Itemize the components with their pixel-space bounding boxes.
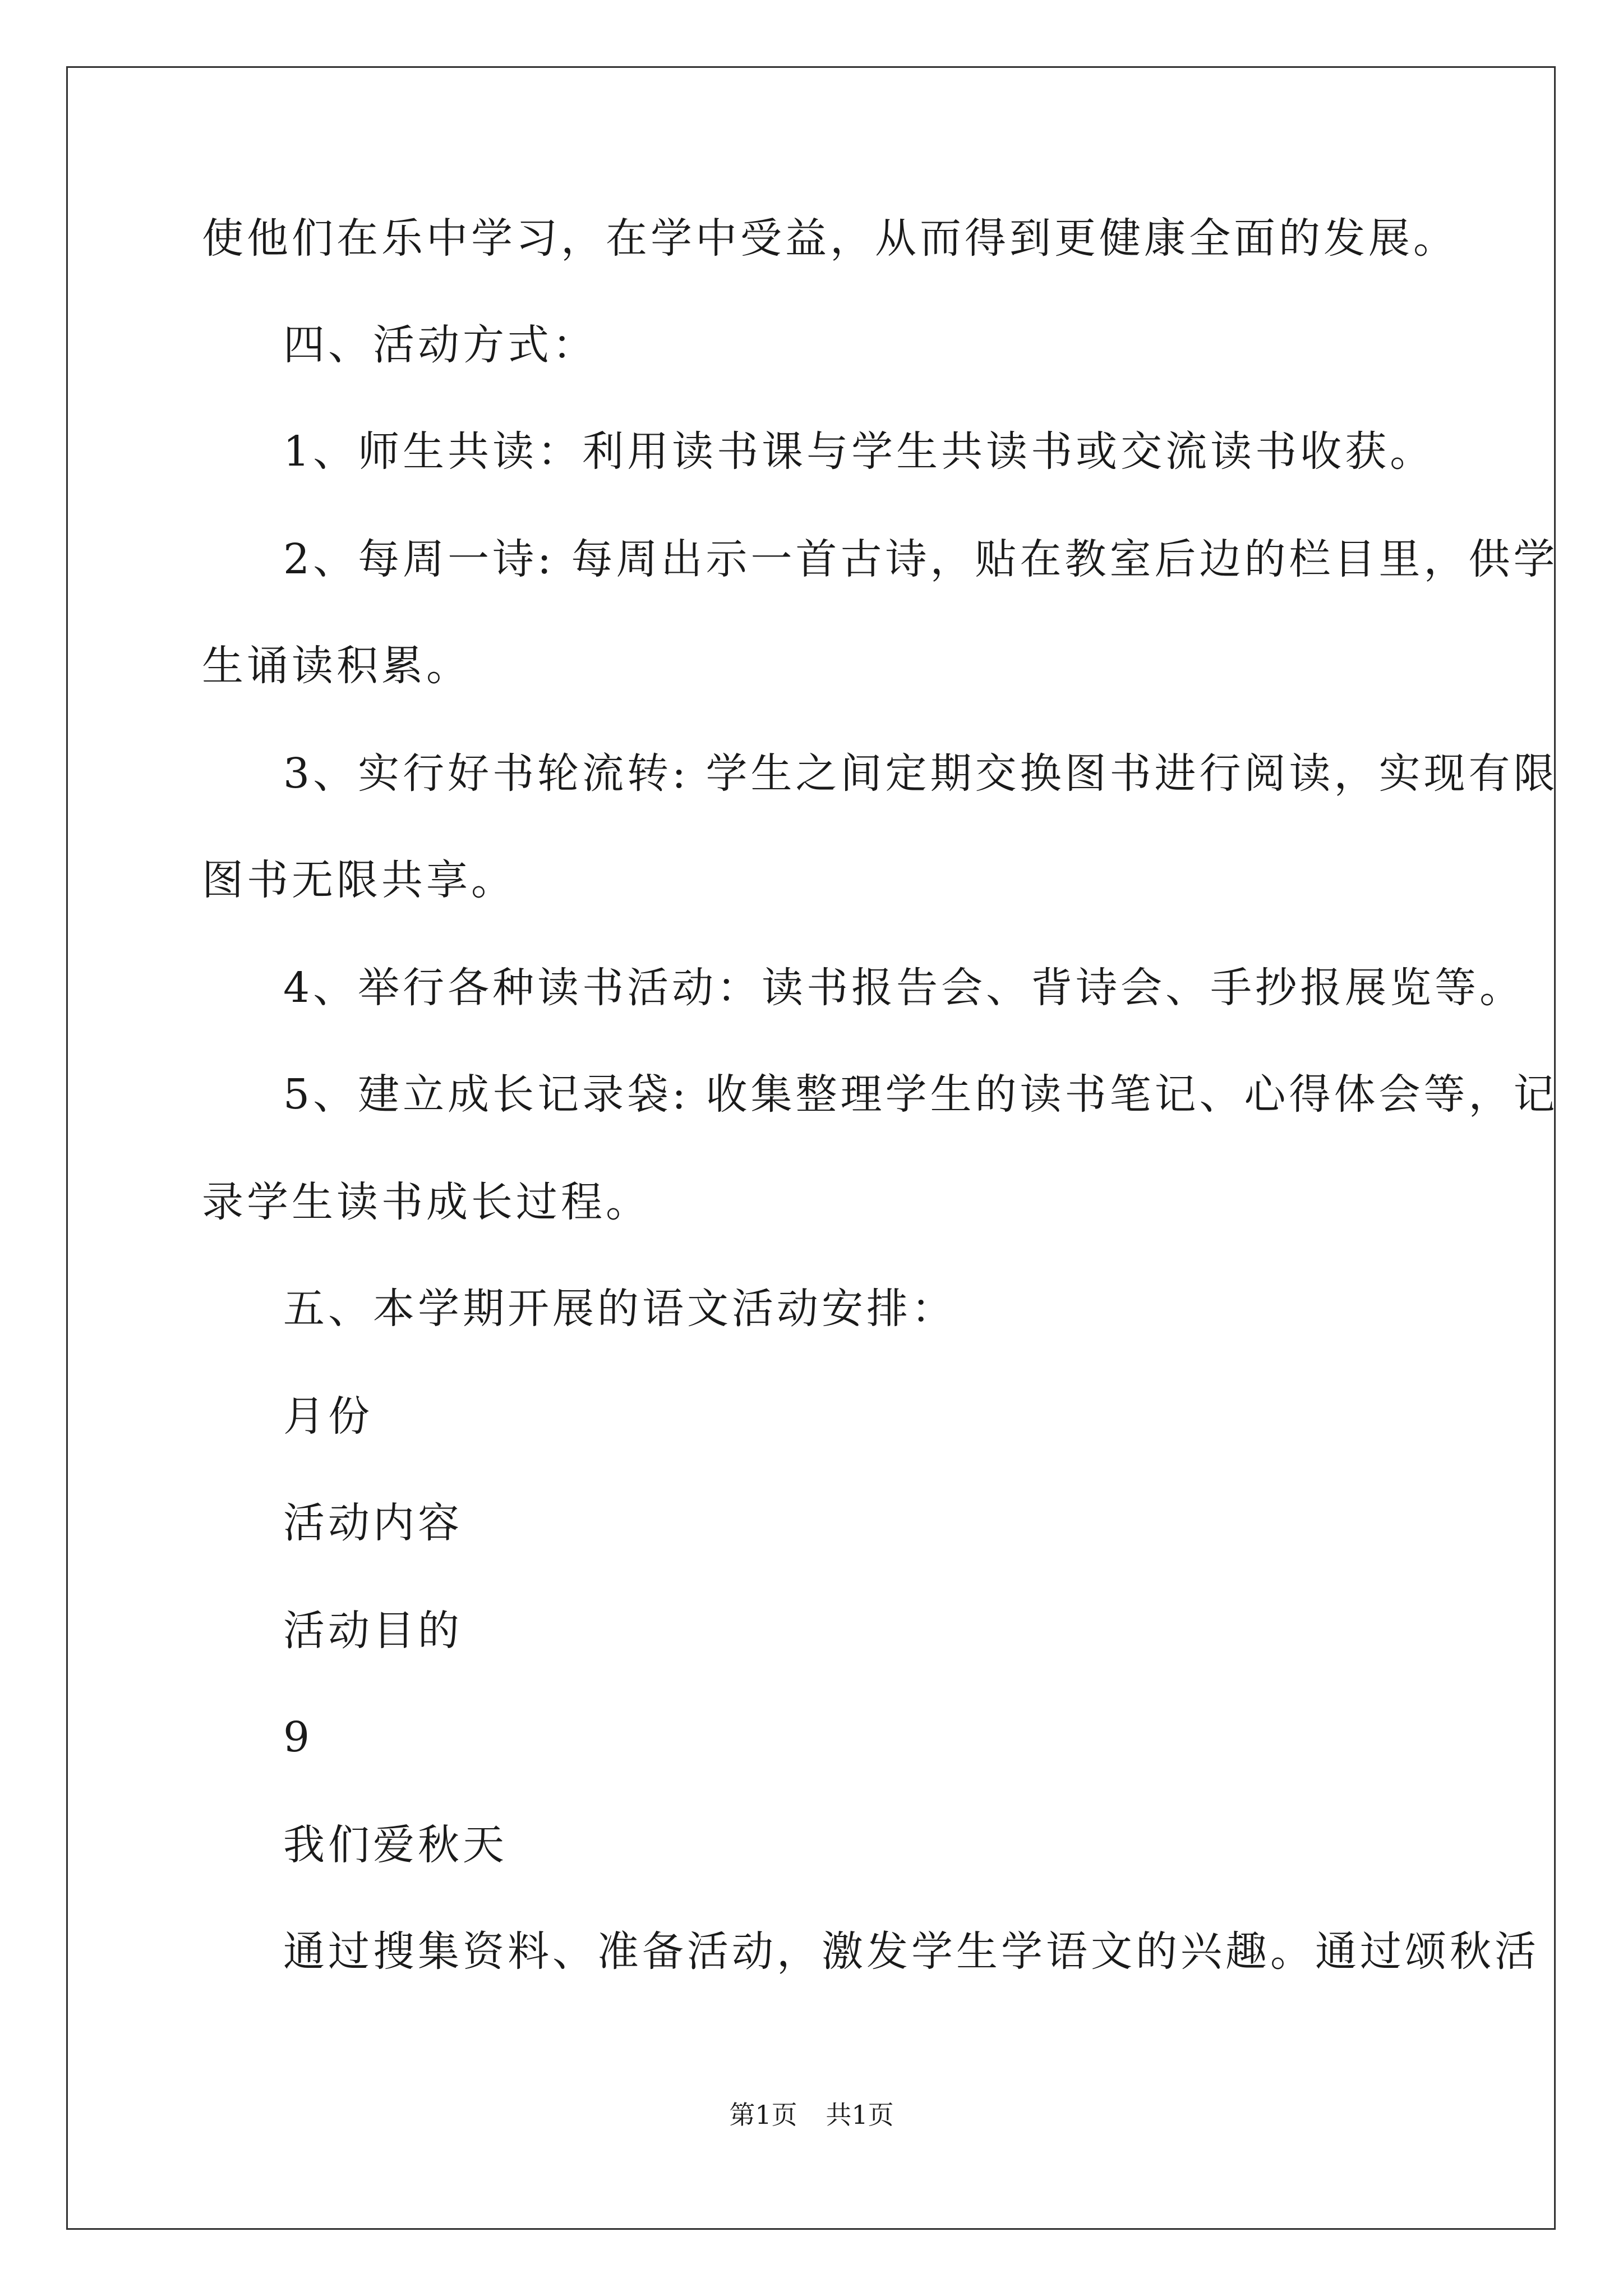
text-line: 1、师生共读：利用读书课与学生共读书或交流读书收获。 — [283, 427, 1435, 476]
table-cell: 通过搜集资料、准备活动，激发学生学语文的兴趣。通过颂秋活 — [283, 1927, 1539, 1976]
text-line: 图书无限共享。 — [202, 856, 516, 904]
text-line: 5、建立成长记录袋: 收集整理学生的读书笔记、心得体会等，记 — [283, 1070, 1559, 1119]
section-heading: 五、本学期开展的语文活动安排： — [283, 1285, 956, 1333]
text-line: 3、实行好书轮流转: 学生之间定期交换图书进行阅读，实现有限 — [283, 749, 1559, 798]
table-cell: 月份 — [283, 1392, 373, 1441]
page-footer — [0, 2098, 1623, 2132]
table-cell: 活动内容 — [283, 1499, 463, 1547]
table-cell: 9 — [283, 1713, 313, 1761]
text-line: 使他们在乐中学习，在学中受益，从而得到更健康全面的发展。 — [202, 214, 1458, 263]
text-line: 2、每周一诗: 每周出示一首古诗，贴在教室后边的栏目里，供学 — [283, 535, 1559, 583]
text-line: 录学生读书成长过程。 — [202, 1178, 651, 1226]
text-line: 4、举行各种读书活动：读书报告会、背诗会、手抄报展览等。 — [283, 964, 1525, 1012]
text-line: 生诵读积累。 — [202, 642, 471, 690]
table-cell: 我们爱秋天 — [283, 1821, 508, 1869]
section-heading: 四、活动方式： — [283, 321, 597, 369]
table-cell: 活动目的 — [283, 1607, 463, 1655]
page-border — [66, 66, 1556, 2230]
page-count: 共1页 — [826, 2100, 894, 2130]
page-number: 第1页 — [729, 2100, 797, 2130]
